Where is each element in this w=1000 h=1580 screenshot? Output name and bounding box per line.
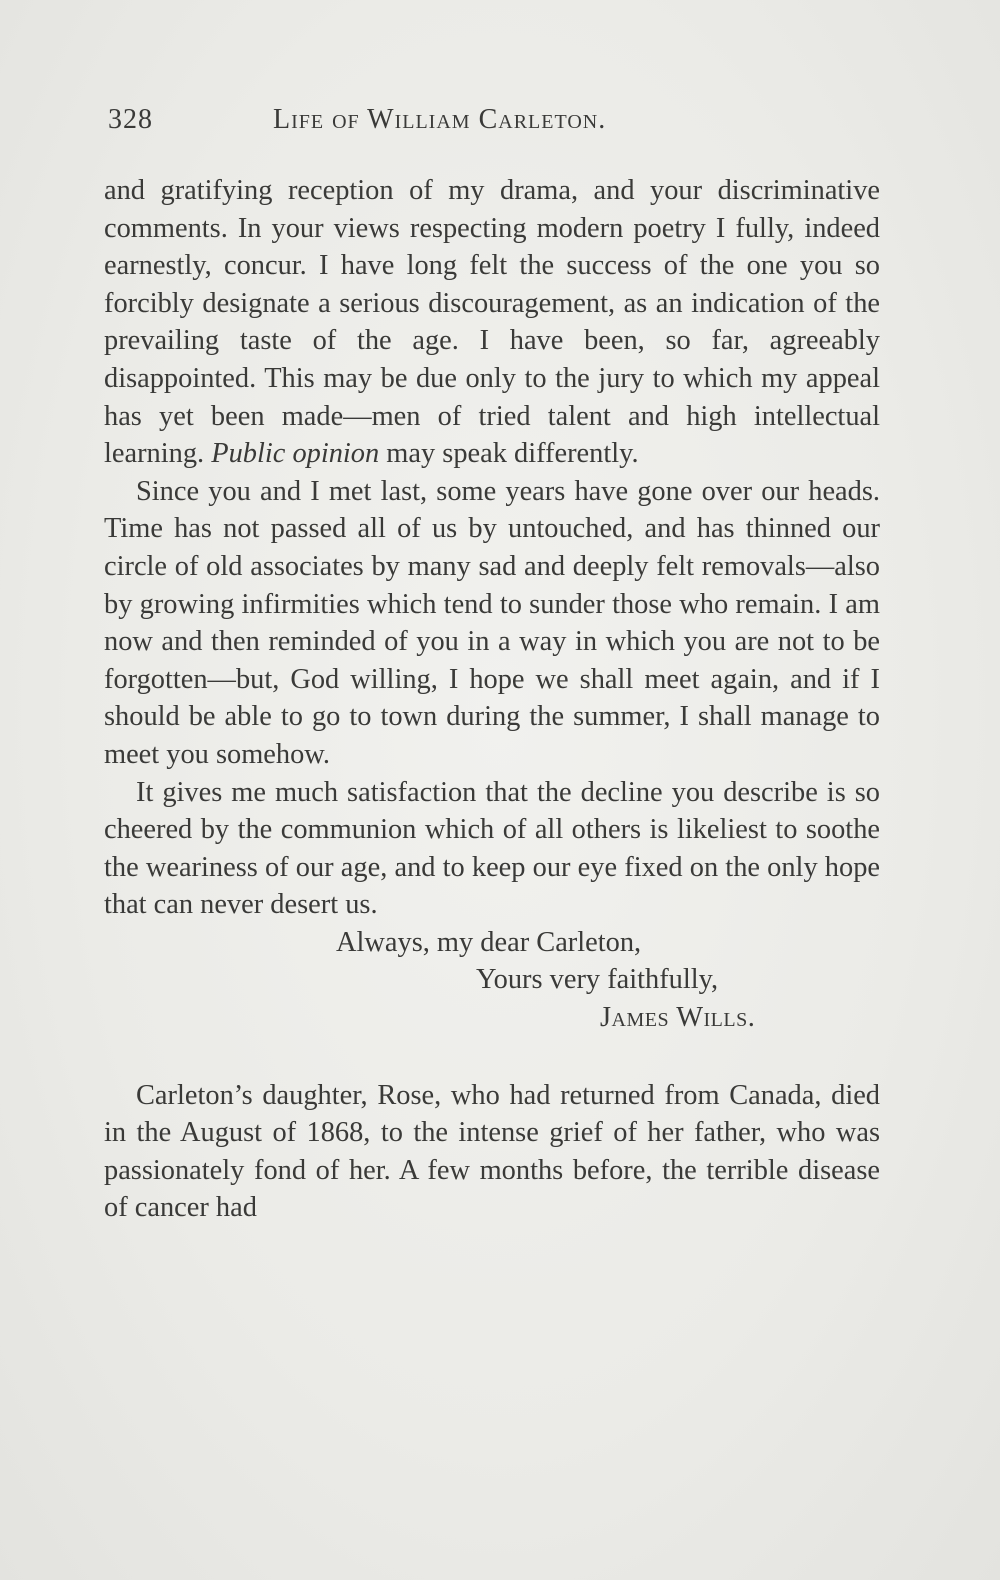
letter-paragraph-1-text: and gratifying reception of my drama, and your discriminative comments. In your views respecting modern poetry I fully, indeed earnestly, concur. I have long felt the success of the one you so forcibly designate a serious discouragement, as an indication of the prevailing taste of the age. I have been, so far, agreeably disappointed. This may be due only to the jury to which my appeal has yet been made—men of tried talent and high intellectual learning. (104, 175, 880, 470)
letter-paragraph-3: It gives me much satisfaction that the decline you describe is so cheered by the communion which of all others is likeliest to soothe the weariness of our age, and to keep our eye fixed on the only hope that can never desert us. (104, 776, 880, 921)
signature: James Wills. (600, 1002, 756, 1034)
letter-paragraph-1 (104, 172, 880, 473)
book-title: Life of William Carleton. (273, 104, 607, 135)
letter-paragraph-1-end: may speak differently. (379, 438, 639, 470)
body-text (104, 172, 880, 1227)
narrative-paragraph: Carleton’s daughter, Rose, who had returned from Canada, died in the August of 1868, to the intense grief of her father, who was passionately fond of her. A few months before, the terrible disease of cancer had (104, 1079, 880, 1224)
letter-closing (104, 924, 880, 1037)
closing-salutation: Always, my dear Carleton, (336, 926, 642, 958)
letter-paragraph-1-italic: Public opinion (211, 438, 380, 470)
closing-valediction: Yours very faithfully, (476, 964, 719, 996)
letter-paragraph-2: Since you and I met last, some years have gone over our heads. Time has not passed all of us by untouched, and has thinned our circle of old associates by many sad and deeply felt removals—also by growing infirmities which tend to sunder those who remain. I am now and then reminded of you in a way in which you are not to be forgotten—but, God willing, I hope we shall meet again, and if I should be able to go to town during the summer, I shall manage to meet you somehow. (104, 475, 880, 770)
running-head (108, 104, 720, 144)
page-number: 328 (108, 104, 153, 135)
